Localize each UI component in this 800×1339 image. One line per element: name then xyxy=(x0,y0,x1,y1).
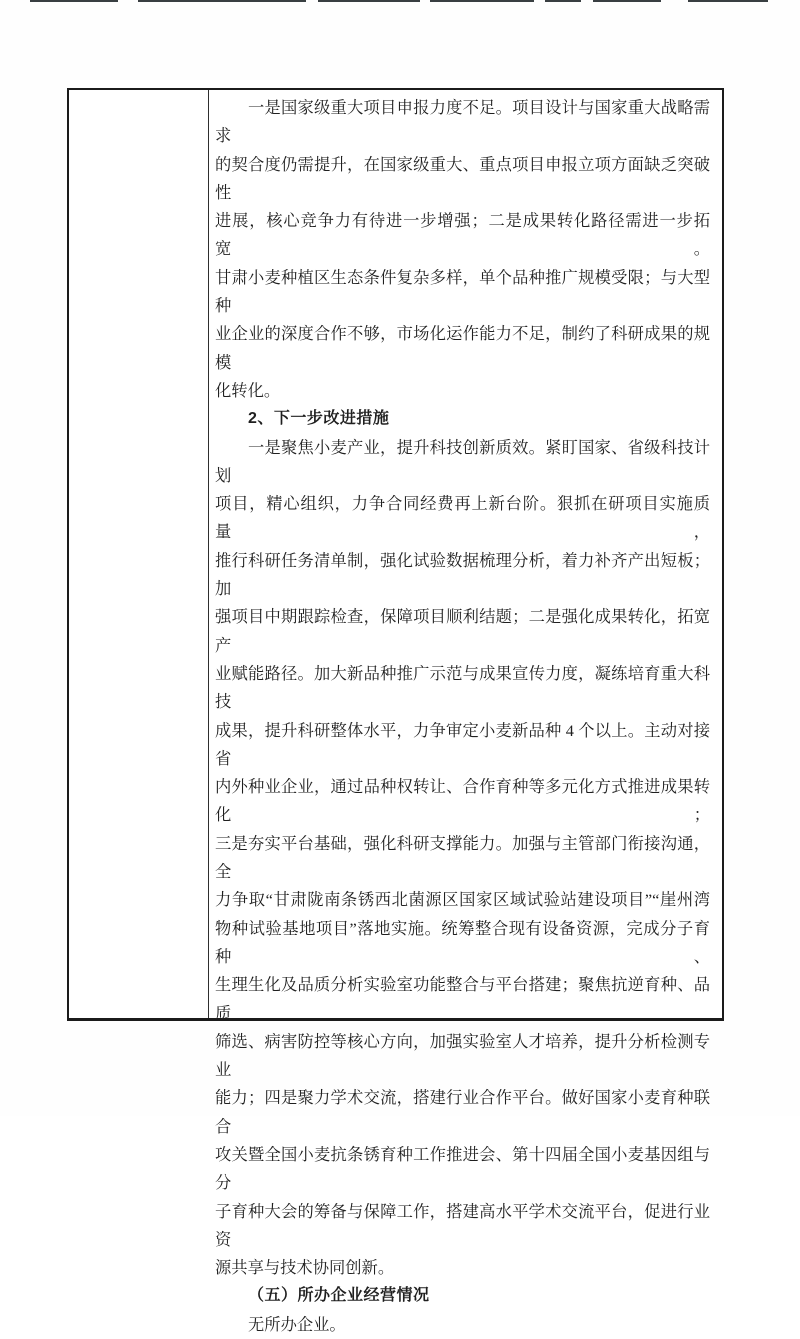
scan-artifact-line xyxy=(318,0,420,2)
text-line: 甘肃小麦种植区生态条件复杂多样，单个品种推广规模受限；与大型种 xyxy=(215,267,710,316)
text-line: 一是国家级重大项目申报力度不足。项目设计与国家重大战略需求 xyxy=(215,98,710,146)
label-cell xyxy=(69,90,209,1018)
text-line: 项目，精心组织，力争合同经费再上新台阶。狠抓在研项目实施质量， xyxy=(215,494,710,542)
report-cell xyxy=(209,90,722,1334)
text-line: 业赋能路径。加大新品种推广示范与成果宣传力度，凝练培育重大科技 xyxy=(215,663,710,712)
text-line: 内外种业企业，通过品种权转让、合作育种等多元化方式推进成果转化； xyxy=(215,777,710,825)
text-line: 攻关暨全国小麦抗条锈育种工作推进会、第十四届全国小麦基因组与分 xyxy=(215,1144,710,1193)
text-line: 筛选、病害防控等核心方向，加强实验室人才培养，提升分析检测专业 xyxy=(215,1031,710,1080)
scan-artifact-line xyxy=(138,0,306,2)
text-line: 源共享与技术协同创新。 xyxy=(215,1258,395,1278)
scan-artifact-line xyxy=(30,0,118,2)
text-line: 无所办企业。 xyxy=(248,1314,346,1334)
section-heading: （五）所办企业经营情况 xyxy=(248,1287,430,1305)
text-line: 三是夯实平台基础，强化科研支撑能力。加强与主管部门衔接沟通，全 xyxy=(215,833,710,882)
scan-artifact-line xyxy=(593,0,661,2)
text-line: 力争取“甘肃陇南条锈西北菌源区国家区域试验站建设项目”“崖州湾 xyxy=(215,890,710,910)
scan-artifact-line xyxy=(545,0,581,2)
text-line: 能力；四是聚力学术交流，搭建行业合作平台。做好国家小麦育种联合 xyxy=(215,1088,710,1136)
text-line: 一是聚焦小麦产业，提升科技创新质效。紧盯国家、省级科技计划 xyxy=(215,437,710,485)
report-table xyxy=(67,88,724,1334)
text-line: 生理生化及品质分析实验室功能整合与平台搭建；聚焦抗逆育种、品质 xyxy=(215,975,710,1023)
text-line: 推行科研任务清单制，强化试验数据梳理分析，着力补齐产出短板；加 xyxy=(215,550,710,599)
text-line: 的契合度仍需提升，在国家级重大、重点项目申报立项方面缺乏突破性 xyxy=(215,154,710,202)
scan-artifact-line xyxy=(688,0,768,2)
scan-artifact-line xyxy=(430,0,534,2)
text-line: 化转化。 xyxy=(215,380,281,400)
text-line: 业企业的深度合作不够，市场化运作能力不足，制约了科研成果的规模 xyxy=(215,324,710,372)
text-line: 成果，提升科研整体水平，力争审定小麦新品种 4 个以上。主动对接省 xyxy=(215,720,710,768)
section-heading: 2、下一步改进措施 xyxy=(248,410,390,428)
text-line: 子育种大会的筹备与保障工作，搭建高水平学术交流平台，促进行业资 xyxy=(215,1201,710,1249)
text-line: 物种试验基地项目”落地实施。统筹整合现有设备资源，完成分子育种、 xyxy=(215,918,710,966)
text-line: 强项目中期跟踪检查，保障项目顺利结题；二是强化成果转化，拓宽产 xyxy=(215,607,710,655)
text-line: 进展，核心竞争力有待进一步增强；二是成果转化路径需进一步拓宽。 xyxy=(215,211,710,259)
